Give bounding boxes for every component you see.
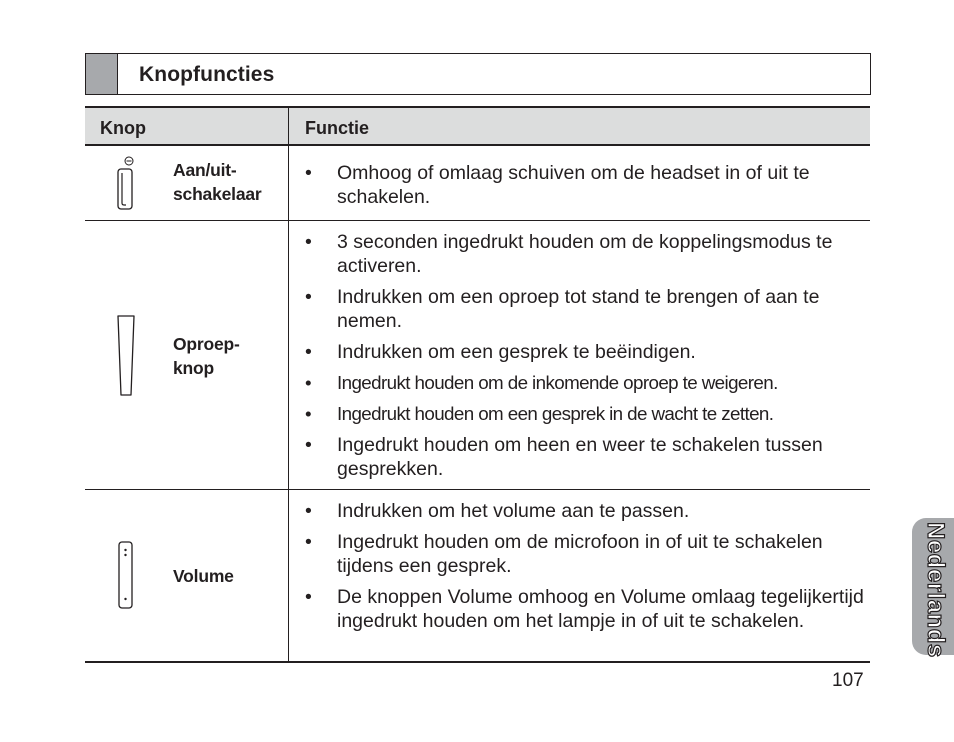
header-knop: Knop [100,118,146,138]
section-title: Knopfuncties [139,63,275,86]
table-row [85,490,870,663]
list-item: • 3 seconden ingedrukt houden om de koppelingsmodus te activeren. [305,230,870,278]
list-item: • Indrukken om het volume aan te passen. [305,499,870,523]
language-tab [912,518,954,658]
list-item: • De knoppen Volume omhoog en Volume omlaag tegelijkertijd ingedrukt houden om het lampje in of uit te schakelen. [305,585,870,633]
function-list [305,230,870,488]
button-functions-table [85,106,870,663]
table-row [85,146,870,221]
volume-button-icon [116,540,136,617]
list-item: • Indrukken om een oproep tot stand te brengen of aan te nemen. [305,285,870,333]
section-marker [86,54,118,94]
language-tab-label: Nederlands [922,522,949,658]
list-item: • Ingedrukt houden om de microfoon in of uit te schakelen tijdens een gesprek. [305,530,870,578]
list-item: • Ingedrukt houden om een gesprek in de wacht te zetten. [305,402,870,426]
page-number: 107 [832,670,864,691]
list-item: • Ingedrukt houden om de inkomende oproep te weigeren. [305,371,870,395]
list-item: • Ingedrukt houden om heen en weer te schakelen tussen gesprekken. [305,433,870,481]
function-list [305,161,870,216]
header-functie: Functie [305,118,370,138]
power-switch-icon [115,156,135,217]
list-item: • Indrukken om een gesprek te beëindigen. [305,340,870,364]
table-header [85,106,870,146]
section-header [85,53,871,95]
table-row [85,221,870,490]
function-list [305,499,870,640]
call-button-icon [116,314,136,403]
list-item: • Omhoog of omlaag schuiven om de headset in of uit te schakelen. [305,161,870,209]
button-name: Volume [173,566,234,586]
button-name: Aan/uit- schakelaar [173,160,262,204]
button-name: Oproep- knop [173,334,240,378]
